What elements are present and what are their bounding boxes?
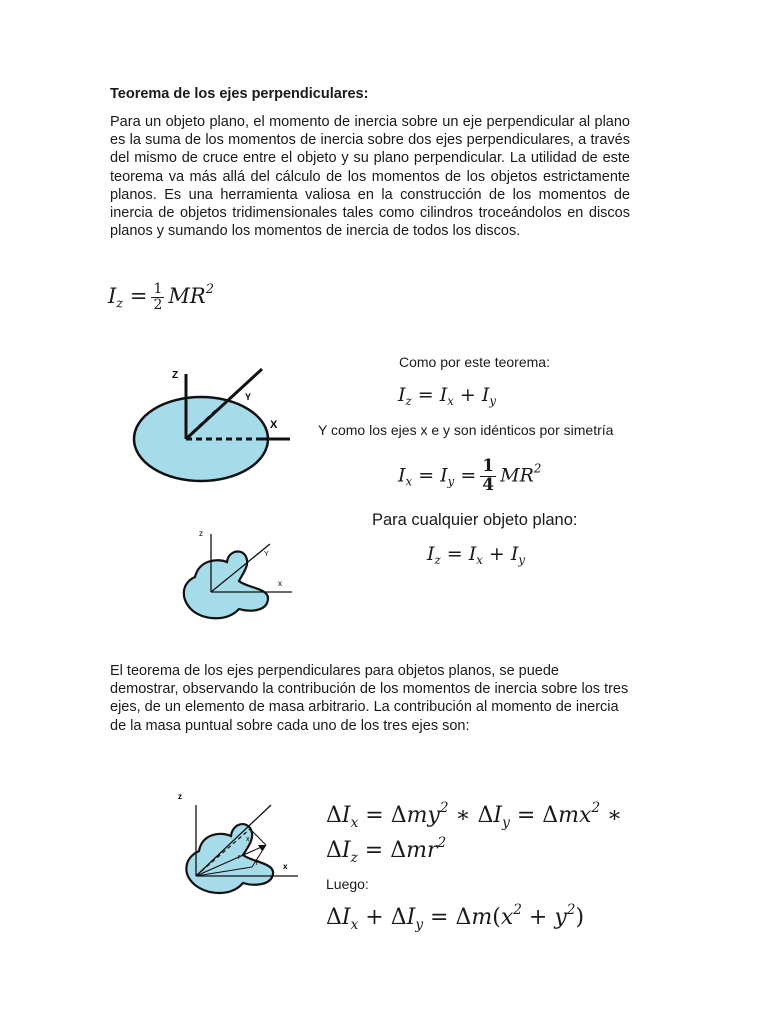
label-y: Y: [245, 392, 252, 402]
label-x: X: [270, 419, 278, 431]
text-cualquier-objeto: Para cualquier objeto plano:: [372, 511, 578, 529]
label-x-mass-inner: x: [246, 836, 250, 843]
formula-iz-sum-2: $I_z = I_x + I_y$: [427, 543, 526, 568]
formula-iz-sum: $I_z = I_x + I_y$: [398, 384, 497, 409]
label-z: Z: [172, 370, 179, 381]
formula-delta-sum: $\Delta I_x + \Delta I_y = \Delta m(x^2 + y^2)$: [326, 902, 585, 933]
disk-diagram: [110, 360, 310, 490]
formula-disk-iz: $I_z$ = $\frac{1}{2}$ $MR^2$: [108, 281, 214, 313]
label-z-small: z: [199, 529, 203, 538]
formula-delta-iz: $\Delta I_z = \Delta mr^2$: [326, 835, 447, 866]
formula-ix-iy: $I_x = I_y$ = $\frac{1}{4}$ $MR^2$: [398, 456, 542, 495]
label-x-mass: x: [283, 862, 288, 871]
label-r: r: [238, 854, 241, 861]
label-z-mass: z: [178, 792, 182, 801]
text-simetria: Y como los ejes x e y son idénticos por simetría: [318, 422, 614, 438]
intro-paragraph: Para un objeto plano, el momento de inercia sobre un eje perpendicular al plano es la suma de los momentos de inercia sobre dos ejes perpendiculares, a través del mismo de cruce entre el objeto y su plano perpendicular. La utilidad de este teorema va más allá del cálculo de los momentos de los objetos estrictamente planos. Es una herramienta valiosa en la construcción de los momentos de inercia de objetos tridimensionales tales como cilindros troceándolos en discos planos y sumando los momentos de inercia de todos los discos.: [110, 114, 630, 240]
label-y-mass: Y: [254, 860, 259, 867]
proof-paragraph: El teorema de los ejes perpendiculares para objetos planos, se puede demostrar, observando la contribución de los momentos de inercia sobre los tres ejes, de un elemento de masa arbitrario. La contribución al momento de inercia de la masa puntual sobre cada uno de los tres ejes son:: [110, 663, 629, 734]
label-y-small: Y: [264, 551, 269, 558]
mass-element-diagram: [168, 785, 328, 905]
label-x-small: x: [278, 579, 282, 588]
text-luego: Luego:: [326, 876, 369, 892]
text-por-este-teorema: Como por este teorema:: [399, 354, 550, 370]
planar-object-diagram: [165, 520, 315, 640]
formula-delta-ix-iy: $\Delta I_x = \Delta my^2$ ∗ $\Delta I_y = \Delta mx^2$ ∗: [326, 800, 623, 831]
section-heading: Teorema de los ejes perpendiculares:: [110, 86, 369, 102]
